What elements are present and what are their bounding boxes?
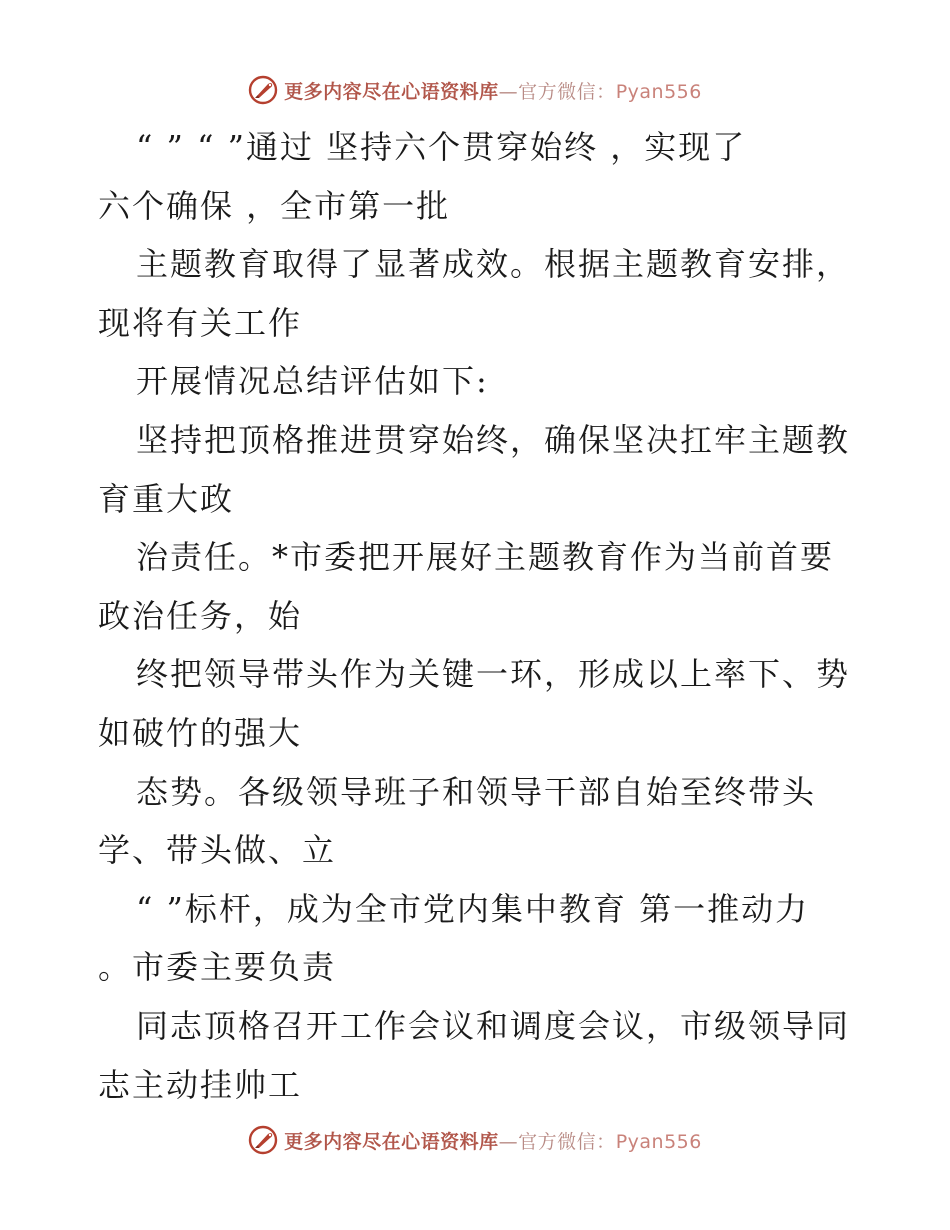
watermark-separator: — — [498, 80, 519, 103]
text-line: 开展情况总结评估如下: — [136, 362, 489, 401]
text-line: 同志顶格召开工作会议和调度会议，市级领导同 — [136, 1006, 851, 1045]
watermark-separator: — — [498, 1130, 519, 1153]
watermark-main: 更多内容尽在心语资料库 — [284, 1130, 499, 1153]
text-line: 坚持把顶格推进贯穿始终，确保坚决扛牢主题教 — [136, 420, 851, 459]
quill-pen-logo-icon — [248, 1125, 278, 1155]
watermark-main: 更多内容尽在心语资料库 — [284, 80, 499, 103]
text-line: 志主动挂帅工 — [98, 1065, 303, 1104]
quill-pen-logo-icon — [248, 75, 278, 105]
text-line: 态势。各级领导班子和领导干部自始至终带头 — [136, 772, 817, 811]
text-line: 治责任。*市委把开展好主题教育作为当前首要 — [136, 538, 835, 577]
text-line: 育重大政 — [98, 479, 235, 518]
text-line: 政治任务，始 — [98, 596, 303, 635]
watermark-id: Pyan556 — [615, 1130, 702, 1153]
watermark-official: 官方微信： — [518, 1130, 616, 1153]
text-line: 现将有关工作 — [98, 303, 303, 342]
text-line: 终把领导带头作为关键一环，形成以上率下、势 — [136, 655, 851, 694]
watermark-text — [284, 77, 702, 104]
watermark-official: 官方微信： — [518, 80, 616, 103]
text-line: “ ”标杆，成为全市党内集中教育 第一推动力 — [136, 889, 810, 928]
footer-watermark — [0, 1120, 950, 1160]
text-line: 如破竹的强大 — [98, 713, 303, 752]
text-line: 。市委主要负责 — [98, 948, 337, 987]
watermark-text — [284, 1127, 702, 1154]
document-body — [98, 118, 858, 1114]
watermark-id: Pyan556 — [615, 80, 702, 103]
header-watermark — [0, 70, 950, 110]
text-line: “ ” “ ”通过 坚持六个贯穿始终 ，实现了 — [136, 128, 747, 166]
text-line: 六个确保 ，全市第一批 — [98, 186, 451, 225]
text-line: 学、带头做、立 — [98, 831, 337, 870]
text-line: 主题教育取得了显著成效。根据主题教育安排， — [136, 245, 851, 284]
